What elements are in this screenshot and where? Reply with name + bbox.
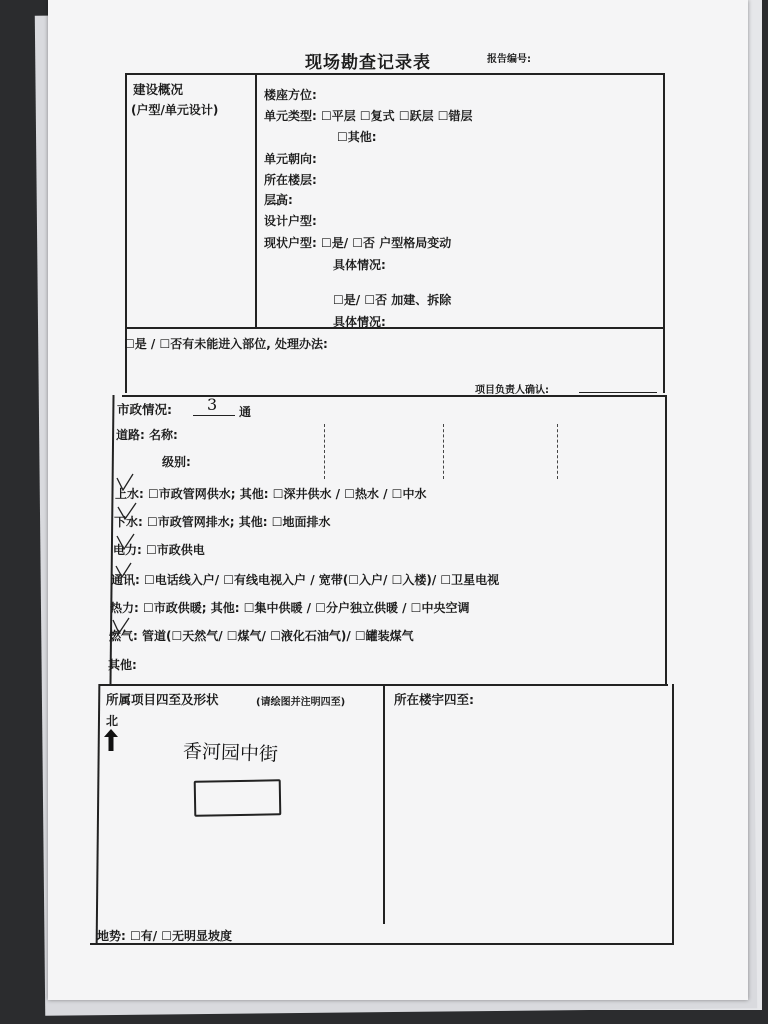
- report-number-label: 报告编号:: [487, 54, 531, 65]
- municipal-other-row: 其他:: [108, 658, 137, 672]
- design-layout-row: 设计户型:: [264, 214, 317, 228]
- north-label: 北: [106, 714, 119, 728]
- drainage-row: 下水: ☐市政管网排水; 其他: ☐地面排水: [114, 515, 331, 529]
- gas-row: 燃气: 管道(☐天然气/ ☐煤气/ ☐液化石油气)/ ☐罐装煤气: [109, 629, 414, 643]
- boundary-title: 所属项目四至及形状: [106, 692, 219, 707]
- unit-type-other-row: ☐其他:: [337, 130, 377, 144]
- inaccessible-parts-question: ☐是 / ☐否有未能进入部位, 处理办法:: [124, 337, 328, 351]
- north-arrow-icon: [104, 729, 118, 751]
- construction-subtitle: (户型/单元设计): [131, 103, 219, 117]
- boundary-hint: (请绘图并注明四至): [256, 697, 346, 708]
- telecom-row: 通讯: ☐电话线入户/ ☐有线电视入户 / 宽带(☐入户/ ☐入楼)/ ☐卫星电视: [111, 573, 500, 587]
- extension-detail-row: 具体情况:: [333, 315, 386, 329]
- municipal-tong-label: 通: [239, 405, 252, 419]
- layout-detail-row: 具体情况:: [333, 258, 386, 272]
- form-title: 现场勘查记录表: [305, 53, 431, 73]
- current-layout-row: 现状户型: ☐是/ ☐否 户型格局变动: [264, 236, 452, 250]
- heating-row: 热力: ☐市政供暖; 其他: ☐集中供暖 / ☐分户独立供暖 / ☐中央空调: [110, 601, 470, 615]
- extension-row: ☐是/ ☐否 加建、拆除: [333, 293, 452, 307]
- building-boundary-title: 所在楼宇四至:: [394, 692, 474, 707]
- project-leader-confirm-label: 项目负责人确认:: [475, 385, 549, 396]
- building-orientation-row: 楼座方位:: [264, 88, 317, 102]
- terrain-row: 地势: ☐有/ ☐无明显坡度: [97, 929, 233, 943]
- unit-type-row: 单元类型: ☐平层 ☐复式 ☐跃层 ☐错层: [264, 109, 473, 123]
- road-name-label: 道路: 名称:: [116, 428, 178, 442]
- water-supply-row: 上水: ☐市政管网供水; 其他: ☐深井供水 / ☐热水 / ☐中水: [115, 487, 427, 501]
- project-shape-sketch: [194, 779, 282, 817]
- construction-title: 建设概况: [133, 82, 184, 97]
- unit-facing-row: 单元朝向:: [264, 152, 317, 166]
- floor-row: 所在楼层:: [264, 173, 317, 187]
- electricity-row: 电力: ☐市政供电: [113, 543, 205, 557]
- road-level-label: 级别:: [162, 455, 191, 469]
- handwritten-street-label: 香河园中街: [182, 740, 279, 766]
- handwritten-utility-count: 3: [207, 395, 218, 414]
- municipal-title: 市政情况:: [117, 402, 172, 417]
- floor-height-row: 层高:: [264, 193, 293, 207]
